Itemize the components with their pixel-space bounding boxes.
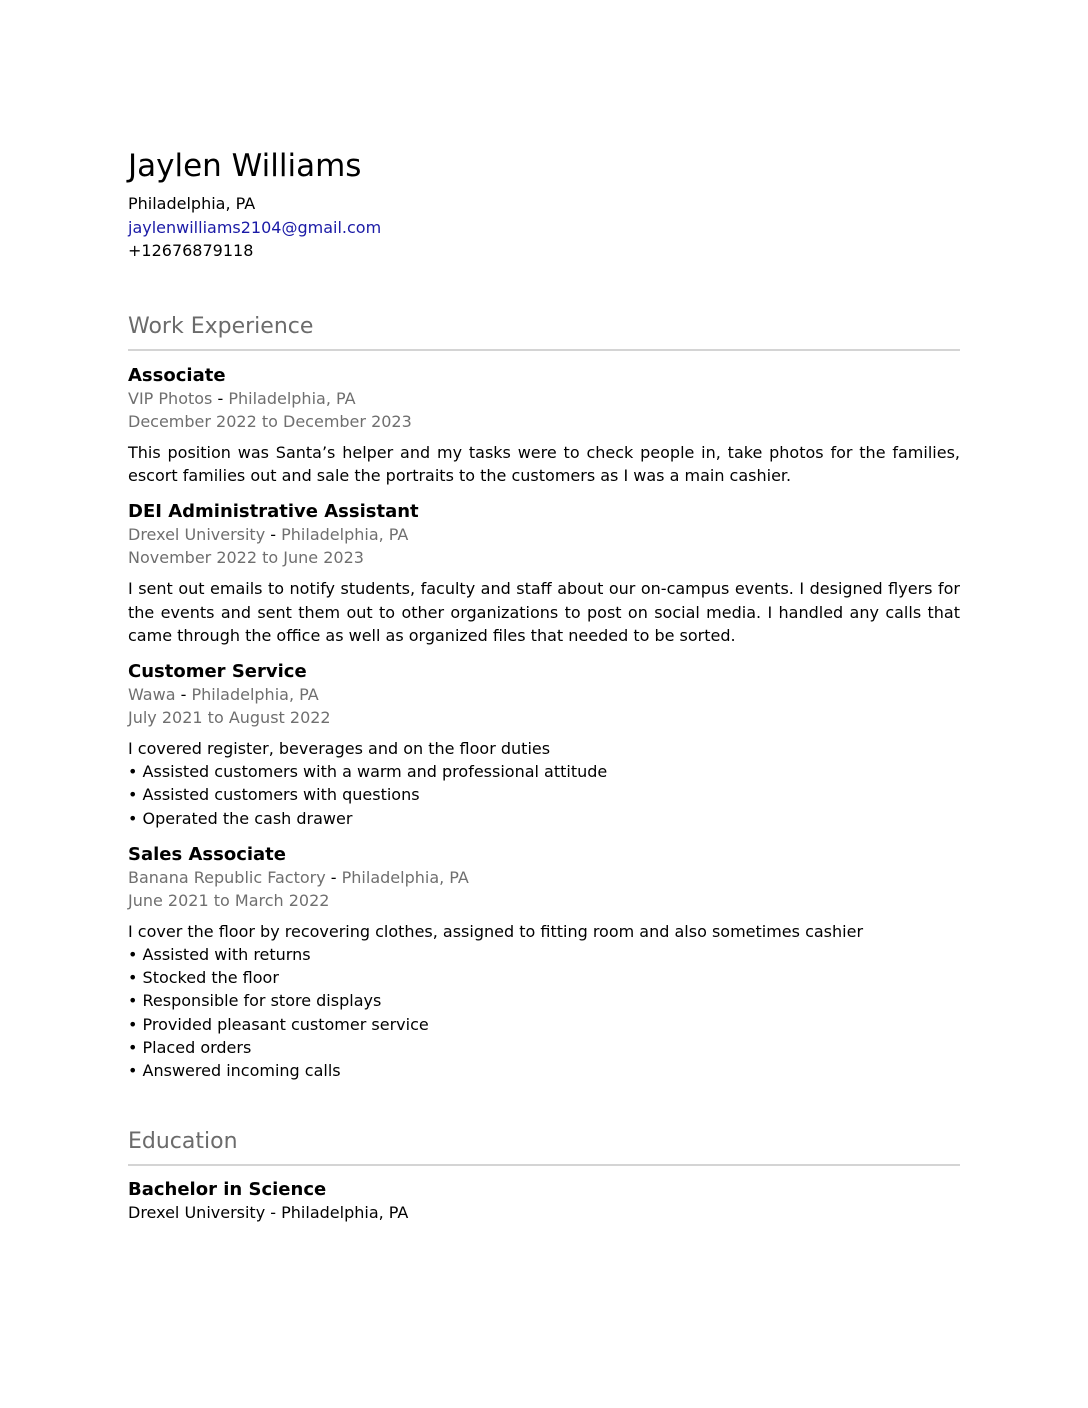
job-location: Philadelphia, PA: [341, 867, 469, 887]
education-entry: [128, 1179, 960, 1224]
job-location: Philadelphia, PA: [228, 389, 356, 408]
job-description: I covered register, beverages and on the floor duties: [128, 739, 551, 759]
school-location: Philadelphia, PA: [281, 1203, 409, 1222]
job-title: Sales Associate: [128, 843, 286, 865]
job-description: I cover the floor by recovering clothes, assigned to fitting room and also sometimes cashier: [128, 921, 864, 941]
separator: -: [330, 867, 337, 887]
job-location: Philadelphia, PA: [191, 685, 319, 705]
list-item: • Operated the cash drawer: [128, 807, 960, 830]
list-item: • Provided pleasant customer service: [128, 1013, 960, 1036]
list-item: • Assisted with returns: [128, 943, 960, 966]
job-company-line: [128, 387, 960, 410]
job-company-line: [128, 523, 960, 546]
work-experience-list: [128, 365, 960, 1096]
email-link[interactable]: jaylenwilliams2104@gmail.com: [128, 217, 382, 237]
list-item: • Answered incoming calls: [128, 1059, 960, 1082]
job-bullet-list: [128, 760, 960, 830]
separator: -: [270, 525, 277, 545]
job-bullet-list: [128, 943, 960, 1082]
job-dates: June 2021 to March 2022: [128, 890, 330, 910]
list-item: • Placed orders: [128, 1036, 960, 1059]
contact-block: [128, 192, 381, 263]
list-item: • Responsible for store displays: [128, 989, 960, 1012]
job-dates: November 2022 to June 2023: [128, 548, 364, 568]
location-text: Philadelphia, PA: [128, 194, 256, 213]
section-title-education: Education: [128, 1127, 960, 1166]
job-description: This position was Santa’s helper and my tasks were to check people in, take photos for the families, escort families out and sale the portraits to the customers as I was a main cashier.: [128, 443, 960, 486]
job-title: Customer Service: [128, 661, 307, 683]
job-title: Associate: [128, 365, 226, 386]
degree-title: Bachelor in Science: [128, 1179, 327, 1200]
job-title: DEI Administrative Assistant: [128, 501, 419, 523]
list-item: • Assisted customers with questions: [128, 783, 960, 806]
list-item: • Assisted customers with a warm and professional attitude: [128, 760, 960, 783]
list-item: • Stocked the floor: [128, 966, 960, 989]
job-company: Banana Republic Factory: [128, 867, 326, 887]
job-entry: [128, 661, 960, 830]
job-company-line: [128, 683, 960, 706]
separator: -: [217, 389, 224, 408]
job-entry: [128, 501, 960, 647]
school-name: Drexel University: [128, 1203, 266, 1222]
separator: -: [180, 685, 187, 705]
education-school-line: [128, 1201, 960, 1224]
job-dates: December 2022 to December 2023: [128, 412, 412, 431]
job-company-line: [128, 866, 960, 889]
job-company: Wawa: [128, 685, 176, 705]
section-title-work-experience: Work Experience: [128, 312, 960, 351]
separator: -: [270, 1203, 277, 1222]
job-entry: [128, 365, 960, 487]
job-company: Drexel University: [128, 525, 266, 545]
education-list: [128, 1179, 960, 1238]
job-entry: [128, 844, 960, 1082]
job-dates: July 2021 to August 2022: [128, 708, 331, 728]
job-company: VIP Photos: [128, 389, 213, 408]
job-description: I sent out emails to notify students, faculty and staff about our on-campus events. I designed flyers for the events and sent them out to other organizations to post on social media. I handled any calls that came through the office as well as organized files that needed to be sorted.: [128, 579, 960, 645]
candidate-name: Jaylen Williams: [128, 148, 362, 184]
phone-text: +12676879118: [128, 241, 254, 260]
job-location: Philadelphia, PA: [281, 525, 409, 545]
